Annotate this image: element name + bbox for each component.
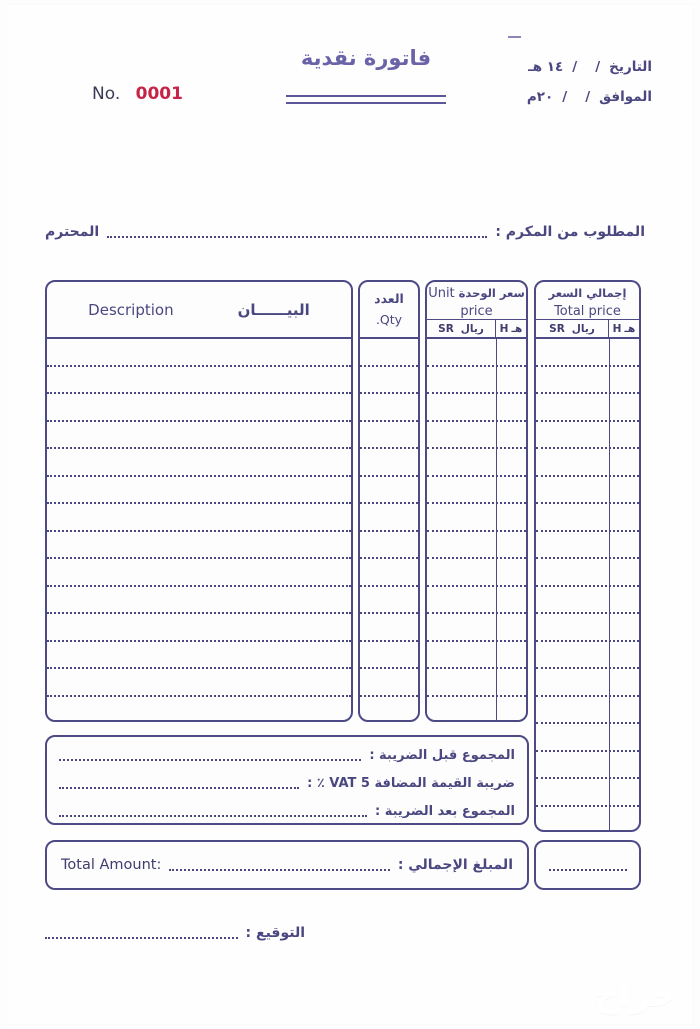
column-unit-price [425,280,528,722]
table-row-total-price[interactable] [536,752,639,780]
table-row-total-price[interactable] [536,697,639,725]
signature-line[interactable] [45,920,305,946]
rows-qty[interactable] [360,339,418,724]
table-row-unit-price[interactable] [427,504,526,532]
subheader-total-h-label: H [612,322,622,335]
invoice-header [0,0,700,130]
table-row-qty[interactable] [360,587,418,615]
table-row-description[interactable] [47,532,351,560]
table-row-qty[interactable] [360,614,418,642]
table-row-description[interactable] [47,559,351,587]
subheader-unit-halala-label: هـ [511,322,523,335]
total-row-before-tax-dots[interactable] [59,750,361,761]
table-row-qty[interactable] [360,394,418,422]
table-row-unit-price[interactable] [427,367,526,395]
table-row-description[interactable] [47,422,351,450]
column-header-total-price [536,282,639,320]
unit-price-divider [496,339,497,722]
date-gregorian-label: الموافق [599,89,652,105]
invoice-number-value: 0001 [135,84,183,104]
subheader-total-riyal [536,320,608,337]
signature-label: التوقيع : [245,925,305,941]
total-row-before-tax[interactable] [59,741,515,769]
date-hijri-label: التاريخ [609,59,652,75]
date-hijri-suffix: ١٤ هـ [528,59,564,75]
total-row-vat-dots[interactable] [59,778,299,789]
table-row-total-price[interactable] [536,807,639,835]
table-row-unit-price[interactable] [427,532,526,560]
grand-total-dots[interactable] [169,860,389,871]
table-row-unit-price[interactable] [427,642,526,670]
table-row-qty[interactable] [360,669,418,697]
column-header-unit-price-ar: سعر الوحدة [458,286,525,300]
table-row-total-price[interactable] [536,504,639,532]
title-wrap [276,48,456,104]
table-row-unit-price[interactable] [427,669,526,697]
table-row-qty[interactable] [360,339,418,367]
subheader-unit-sr-label: SR [438,322,454,335]
document-title: فاتورة نقدية [300,46,432,70]
date-gregorian-line[interactable] [527,82,652,112]
grand-total-box[interactable] [45,840,529,890]
rows-total-price[interactable] [536,339,639,834]
table-row-total-price[interactable] [536,779,639,807]
table-row-unit-price[interactable] [427,614,526,642]
subheader-unit-h-label: H [499,322,509,335]
date-gregorian-slash-2: / [562,89,568,105]
title-double-rule [286,95,446,104]
total-price-divider [609,339,610,832]
table-row-unit-price[interactable] [427,394,526,422]
date-hijri-slash-2: / [572,59,578,75]
table-row-description[interactable] [47,587,351,615]
subheader-total-sr-label: SR [549,322,565,335]
table-row-total-price[interactable] [536,614,639,642]
table-row-qty[interactable] [360,477,418,505]
subheader-total-riyal-label: ريال [571,322,595,335]
customer-input-dots[interactable] [107,226,487,238]
table-row-unit-price[interactable] [427,559,526,587]
table-row-description[interactable] [47,477,351,505]
invoice-number [92,84,183,104]
table-row-total-price[interactable] [536,477,639,505]
table-row-total-price[interactable] [536,587,639,615]
table-row-total-price[interactable] [536,642,639,670]
date-block [527,52,652,112]
table-row-qty[interactable] [360,504,418,532]
rows-description[interactable] [47,339,351,724]
date-hijri-slash-1: / [595,59,601,75]
subheader-unit-price [427,320,526,339]
total-row-vat-label: ضريبة القيمة المضافة VAT 5 ٪ : [307,775,515,791]
table-row-description[interactable] [47,669,351,697]
column-header-unit-price-en: Unit price [428,286,493,319]
column-header-qty-ar: العدد [374,291,404,306]
table-row-unit-price[interactable] [427,477,526,505]
table-row-description[interactable] [47,697,351,725]
totals-box [45,735,529,825]
invoice-number-label: No. [92,84,121,104]
signature-dots[interactable] [45,928,238,939]
column-header-qty-en: Qty. [375,312,403,327]
haraj-watermark: حراج [594,975,676,1015]
table-row-total-price[interactable] [536,449,639,477]
column-header-description-ar: البيــــــان [237,300,310,319]
table-row-unit-price[interactable] [427,449,526,477]
subheader-total-halala [608,320,639,337]
column-description [45,280,353,722]
date-gregorian-slash-1: / [585,89,591,105]
table-row-unit-price[interactable] [427,422,526,450]
customer-honorific: المحترم [45,224,100,240]
table-row-qty[interactable] [360,697,418,725]
table-row-unit-price[interactable] [427,587,526,615]
table-row-total-price[interactable] [536,422,639,450]
total-row-after-tax-dots[interactable] [59,806,367,817]
column-total-price [534,280,641,832]
subheader-total-price [536,320,639,339]
table-row-unit-price[interactable] [427,339,526,367]
total-row-vat[interactable] [59,769,515,797]
subheader-total-halala-label: هـ [624,322,636,335]
column-header-description-en: Description [88,300,174,319]
table-row-description[interactable] [47,367,351,395]
column-header-qty [360,282,418,339]
table-row-total-price[interactable] [536,669,639,697]
grand-total-side-box[interactable] [534,840,641,890]
table-row-total-price[interactable] [536,532,639,560]
table-row-qty[interactable] [360,449,418,477]
column-qty [358,280,420,722]
table-row-qty[interactable] [360,367,418,395]
table-row-description[interactable] [47,642,351,670]
table-row-total-price[interactable] [536,559,639,587]
table-row-description[interactable] [47,449,351,477]
table-row-qty[interactable] [360,559,418,587]
table-row-unit-price[interactable] [427,697,526,725]
table-row-total-price[interactable] [536,367,639,395]
column-header-description [47,282,351,339]
column-header-total-price-en: Total price [554,304,621,319]
table-row-qty[interactable] [360,642,418,670]
customer-line[interactable] [45,219,645,245]
table-row-description[interactable] [47,614,351,642]
table-row-description[interactable] [47,504,351,532]
table-row-total-price[interactable] [536,394,639,422]
subheader-unit-riyal-label: ريال [460,322,484,335]
customer-label: المطلوب من المكرم : [495,224,645,240]
subheader-unit-riyal [427,320,495,337]
table-row-total-price[interactable] [536,724,639,752]
total-row-after-tax-label: المجموع بعد الضريبة : [375,803,515,819]
table-row-description[interactable] [47,339,351,367]
rows-unit-price[interactable] [427,339,526,724]
grand-total-label-en: Total Amount: [61,857,162,873]
total-row-before-tax-label: المجموع قبل الضريبة : [369,747,515,763]
table-row-qty[interactable] [360,532,418,560]
total-row-after-tax[interactable] [59,797,515,825]
grand-total-side-dots[interactable] [549,860,627,871]
table-row-qty[interactable] [360,422,418,450]
column-header-unit-price [427,282,526,320]
table-row-total-price[interactable] [536,339,639,367]
date-hijri-line[interactable] [527,52,652,82]
table-row-description[interactable] [47,394,351,422]
subheader-unit-halala [495,320,526,337]
grand-total-label-ar: المبلغ الإجمالي : [397,857,513,873]
date-gregorian-suffix: ٢٠م [526,89,554,105]
header-dash-mark [508,36,521,38]
column-header-total-price-ar: إجمالي السعر [548,286,627,300]
